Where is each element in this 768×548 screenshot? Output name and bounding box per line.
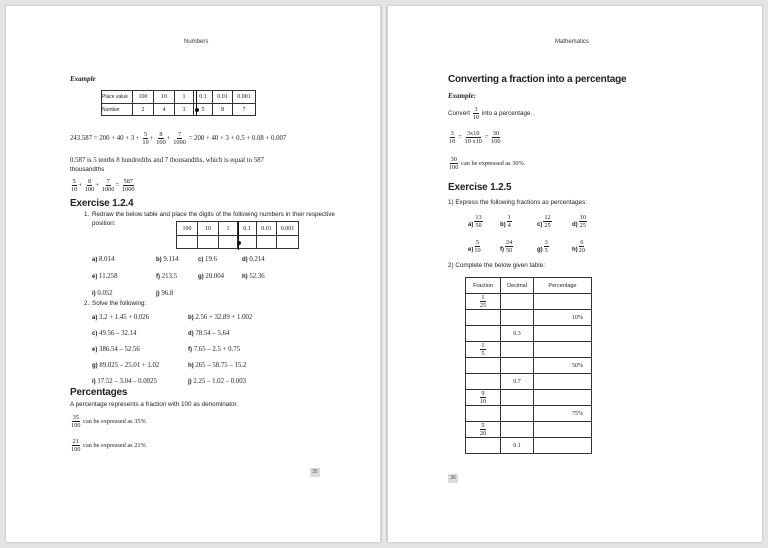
page-number: 35	[310, 468, 320, 477]
list-item: h) 52.36	[242, 273, 265, 280]
list-item: e) 11.258	[92, 273, 118, 280]
fraction-sum: $\frac{5}{10}$ + $\frac{8}{100}$ + $\frac{7}{1000}$ = $\frac{587}{1000}$	[71, 178, 135, 193]
decimal-cell	[501, 406, 534, 422]
decimal-point-dot	[237, 232, 241, 250]
definition: A percentage represents a fraction with 100 as denominator.	[70, 401, 239, 408]
question-2: 2) Complete the below given table:	[448, 262, 545, 269]
question-2: Solve the following:	[92, 300, 147, 307]
fraction-cell	[466, 374, 501, 390]
cell: 0.1	[238, 222, 257, 236]
fraction: $\frac{7}{1000}$	[173, 131, 186, 146]
fraction: $\frac{1}{25}$	[479, 294, 487, 309]
list-item: b) 9.114	[156, 256, 179, 263]
cell: 10	[154, 91, 175, 104]
conversion-table	[465, 277, 592, 454]
decimal-cell	[501, 422, 534, 438]
list-item: c) $\frac{12}{25}$	[537, 214, 551, 230]
fraction: $\frac{5}{20}$	[479, 422, 487, 437]
expansion-lhs: 243.587 = 200 + 40 + 3 +	[70, 135, 140, 143]
table-row	[466, 342, 592, 358]
section-title: Percentages	[70, 387, 128, 398]
fraction: $\frac{5}{10}$	[142, 131, 149, 146]
list-item: a) 8.014	[92, 256, 115, 263]
percent-example: $\frac{35}{100}$ can be expressed as 35%	[71, 414, 146, 429]
table-row	[466, 358, 592, 374]
fraction-cell	[466, 358, 501, 374]
list-item: h) 265 – 58.75 – 15.2	[188, 362, 247, 369]
decimal-cell	[501, 358, 534, 374]
page-number: 36	[448, 474, 458, 483]
cell: 5	[194, 104, 213, 116]
table-row	[466, 422, 592, 438]
expressed-line: $\frac{30}{100}$ can be expressed as 30%.	[449, 156, 526, 171]
cell	[257, 236, 277, 249]
cell: 0.01	[213, 91, 233, 104]
sentence: 0.587 is 5 tenths 8 hundredths and 7 thousandths, which is equal to 587	[70, 157, 264, 164]
cell: 7	[233, 104, 256, 116]
column-header: Percentage	[534, 278, 592, 294]
table-row	[466, 390, 592, 406]
list-item: i) 0.052	[92, 290, 113, 297]
fraction-cell	[466, 422, 501, 438]
cell: Number	[102, 104, 133, 116]
list-item: g) 89.025 – 25.01 + 1.02	[92, 362, 160, 369]
decimal-cell: 0.1	[501, 438, 534, 454]
list-item: d) 0.214	[242, 256, 265, 263]
decimal-cell	[501, 310, 534, 326]
question-1: 1) Express the following fractions as percentages:	[448, 199, 587, 206]
fraction: $\frac{9}{10}$	[479, 390, 487, 405]
table-row	[466, 438, 592, 454]
list-item: d) 78.54 – 5.64	[188, 330, 230, 337]
cell: 0.01	[257, 222, 277, 236]
fraction-cell	[466, 342, 501, 358]
cell: 0.1	[194, 91, 213, 104]
list-item: j) 96.8	[156, 290, 174, 297]
list-item: e) 386.54 – 52.56	[92, 346, 140, 353]
table-row	[466, 326, 592, 342]
example-label: Example	[70, 75, 96, 83]
book-spine	[381, 6, 387, 542]
list-item: a) 3.2 + 1.45 + 0.026	[92, 314, 150, 321]
running-header: Mathematics	[555, 39, 590, 45]
cell: 0.001	[277, 222, 299, 236]
list-item: b) $\frac{1}{4}$	[500, 214, 511, 230]
decimal-cell: 0.7	[501, 374, 534, 390]
cell: 4	[154, 104, 175, 116]
fraction: $\frac{8}{100}$	[156, 131, 166, 146]
fraction-cell	[466, 326, 501, 342]
list-item: d) $\frac{10}{25}$	[572, 214, 586, 230]
decimal-point-dot	[195, 99, 199, 117]
fraction-cell	[466, 438, 501, 454]
column-header: Decimal	[501, 278, 534, 294]
cell: 8	[213, 104, 233, 116]
list-item: c) 49.56 – 32.14	[92, 330, 137, 337]
table-row	[466, 374, 592, 390]
cell: 10	[198, 222, 219, 236]
list-item: e) $\frac{5}{10}$	[468, 239, 481, 255]
cell	[198, 236, 219, 249]
cell: 3	[175, 104, 194, 116]
decimal-cell	[501, 342, 534, 358]
list-item: f) 213.5	[156, 273, 177, 280]
list-item: b) 2.56 + 32.89 + 1.002	[188, 314, 253, 321]
fraction-cell	[466, 406, 501, 422]
example-label: Example:	[448, 92, 476, 100]
cell: 100	[177, 222, 198, 236]
table-row	[466, 294, 592, 310]
q-number: 1.	[84, 211, 90, 218]
list-item: i) 17.52 – 3.04 – 0.0025	[92, 378, 157, 385]
percentage-cell	[534, 390, 592, 406]
cell: 0.001	[233, 91, 256, 104]
exercise-title: Exercise 1.2.5	[448, 182, 512, 193]
convert-instruction: Convert $\frac{3}{10}$ into a percentage.	[448, 106, 533, 121]
table-row	[466, 406, 592, 422]
fraction-cell	[466, 310, 501, 326]
exercise-title: Exercise 1.2.4	[70, 198, 134, 209]
q-number: 2.	[84, 300, 90, 307]
right-page	[388, 6, 762, 542]
decimal-cell	[501, 390, 534, 406]
percentage-cell	[534, 438, 592, 454]
cell	[277, 236, 299, 249]
table-row	[466, 310, 592, 326]
percentage-cell	[534, 422, 592, 438]
list-item: c) 19.6	[198, 256, 217, 263]
left-page	[6, 6, 380, 542]
percentage-cell	[534, 294, 592, 310]
percentage-cell: 10%	[534, 310, 592, 326]
cell: Place value	[102, 91, 133, 104]
fraction: $\frac{1}{5}$	[481, 342, 485, 357]
cell	[177, 236, 198, 249]
section-title: Converting a fraction into a percentage	[448, 74, 627, 85]
question-1: Redraw the below table and place the digits of the following numbers in their respective position:	[92, 211, 335, 227]
list-item: f) 7.65 – 2.5 + 0.75	[188, 346, 241, 353]
decimal-cell	[501, 294, 534, 310]
fraction-cell	[466, 390, 501, 406]
list-item: g) 20.004	[198, 273, 225, 280]
expansion-rhs: = 200 + 40 + 3 + 0.5 + 0.08 + 0.007	[188, 135, 287, 143]
percentage-cell	[534, 374, 592, 390]
running-header: Numbers	[184, 39, 209, 45]
list-item: h) $\frac{6}{20}$	[572, 239, 585, 255]
list-item: g) $\frac{3}{5}$	[537, 239, 548, 255]
expansion-equation: 243.587 = 200 + 40 + 3 + $\frac{5}{10}$ + $\frac{8}{100}$ + $\frac{7}{1000}$ = 200 + 40 + 3 + 0.5 + 0.08 + 0.007	[70, 131, 287, 146]
percentage-cell: 50%	[534, 358, 592, 374]
percentage-cell	[534, 342, 592, 358]
decimal-cell: 0.3	[501, 326, 534, 342]
cell: 1	[175, 91, 194, 104]
percentage-cell	[534, 326, 592, 342]
list-item: f) $\frac{24}{50}$	[500, 239, 513, 255]
cell	[219, 236, 238, 249]
column-header: Fraction	[466, 278, 501, 294]
table-body	[466, 294, 592, 454]
list-item: j) 2.25 – 1.02 – 0.003	[188, 378, 247, 385]
fraction-cell	[466, 294, 501, 310]
percentage-cell: 75%	[534, 406, 592, 422]
cell: 2	[133, 104, 154, 116]
percent-example: $\frac{21}{100}$ can be expressed as 21%	[71, 438, 146, 453]
place-value-table	[101, 90, 256, 116]
list-item: a) $\frac{13}{50}$	[468, 214, 482, 230]
sentence-cont: thousandths	[70, 166, 105, 173]
cell: 100	[133, 91, 154, 104]
working-equation: $\frac{3}{10}$ = $\frac{3x10}{10 x10}$ = $\frac{30}{100}$	[449, 130, 501, 145]
cell: 1	[219, 222, 238, 236]
